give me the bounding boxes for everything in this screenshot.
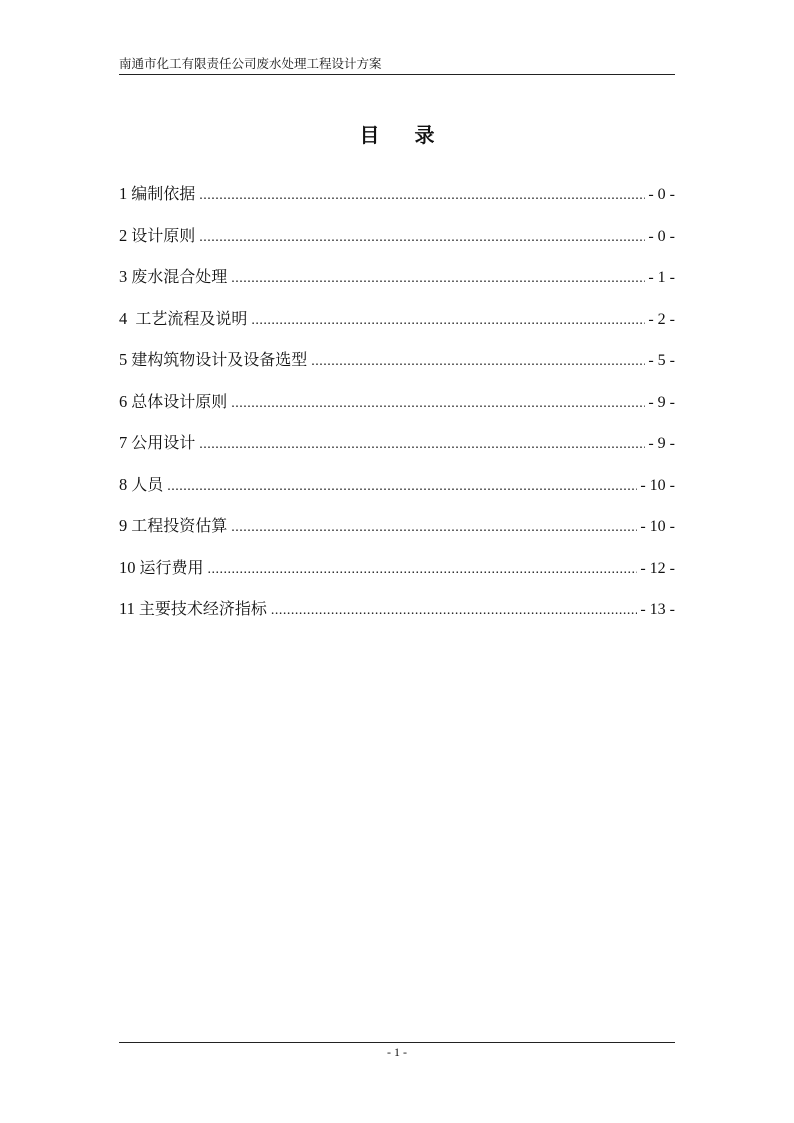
toc-dot-leader [231, 266, 645, 292]
toc-entry-5[interactable] [119, 347, 675, 389]
toc-entry-label: 编制依据 [131, 184, 196, 203]
toc-entry-7[interactable] [119, 430, 675, 472]
page-footer [119, 1042, 675, 1060]
toc-dot-leader [271, 598, 637, 624]
toc-entry-label: 工艺流程及说明 [135, 308, 248, 328]
toc-dot-leader [167, 474, 637, 500]
toc-entry-label: 设计原则 [131, 225, 196, 245]
toc-dot-leader [208, 557, 638, 583]
toc-entry-6[interactable] [119, 389, 675, 431]
toc-dot-leader [311, 349, 645, 375]
toc-dot-leader [199, 432, 645, 458]
toc-entry-label: 总体设计原则 [131, 391, 228, 411]
toc-entry-page: - 9 - [648, 435, 675, 452]
toc-entry-9[interactable] [119, 513, 675, 555]
toc-entry-page: - 1 - [648, 269, 675, 286]
toc-entry-page: - 5 - [648, 352, 675, 369]
toc-entry-number: 2 [119, 225, 128, 245]
toc-entry-page: - 0 - [648, 186, 675, 203]
toc-dot-leader [199, 225, 645, 251]
toc-entry-page: - 13 - [640, 601, 675, 618]
toc-entry-label: 主要技术经济指标 [138, 599, 267, 618]
page-header: 南通市化工有限责任公司废水处理工程设计方案 [119, 55, 675, 75]
toc-entry-8[interactable] [119, 472, 675, 514]
toc-entry-2[interactable] [119, 223, 675, 265]
toc-entry-page: - 12 - [640, 559, 675, 577]
toc-entry-3[interactable] [119, 264, 675, 306]
toc-dot-leader [231, 391, 645, 417]
toc-entry-label: 人员 [131, 474, 164, 494]
toc-entry-number: 7 [119, 433, 128, 452]
toc-entry-number: 10 [119, 557, 136, 577]
toc-entry-page: - 10 - [640, 476, 675, 494]
toc-entry-label: 运行费用 [139, 557, 204, 577]
toc-dot-leader [251, 308, 645, 334]
toc-entry-1[interactable] [119, 181, 675, 223]
toc-entry-label: 公用设计 [131, 433, 196, 452]
toc-entry-number: 1 [119, 184, 128, 203]
footer-page-number: - 1 - [387, 1045, 407, 1059]
toc-entry-10[interactable] [119, 555, 675, 597]
toc-dot-leader [199, 183, 645, 209]
toc-entry-number: 8 [119, 474, 128, 494]
toc-entry-number: 3 [119, 267, 128, 286]
table-of-contents [119, 181, 675, 638]
toc-entry-page: - 10 - [640, 518, 675, 535]
toc-entry-4[interactable] [119, 306, 675, 348]
toc-entry-number: 4 [119, 308, 132, 328]
toc-entry-page: - 2 - [648, 310, 675, 328]
toc-entry-label: 废水混合处理 [131, 267, 228, 286]
toc-entry-number: 9 [119, 516, 128, 535]
toc-entry-label: 建构筑物设计及设备选型 [131, 350, 308, 369]
toc-dot-leader [231, 515, 637, 541]
toc-entry-11[interactable] [119, 596, 675, 638]
toc-entry-label: 工程投资估算 [131, 516, 228, 535]
page-title: 目 录 [359, 123, 449, 147]
toc-entry-page: - 9 - [648, 393, 675, 411]
toc-entry-number: 5 [119, 350, 128, 369]
toc-entry-number: 6 [119, 391, 128, 411]
toc-entry-number: 11 [119, 599, 135, 618]
toc-entry-page: - 0 - [648, 227, 675, 245]
